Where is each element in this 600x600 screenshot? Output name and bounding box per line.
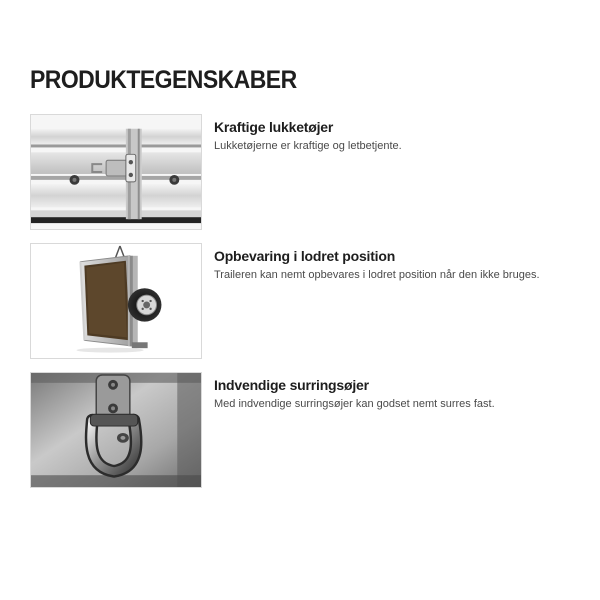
- feature-item-locks: [30, 114, 570, 232]
- lock-latch-image: [30, 114, 202, 230]
- feature-description: Med indvendige surringsøjer kan godset nemt surres fast.: [214, 398, 495, 410]
- feature-title: Opbevaring i lodret position: [214, 248, 396, 264]
- feature-item-vertical-storage: [30, 243, 570, 361]
- feature-item-lashing-eyes: [30, 372, 570, 490]
- feature-title: Indvendige surringsøjer: [214, 377, 369, 393]
- feature-description: Traileren kan nemt opbevares i lodret position når den ikke bruges.: [214, 269, 540, 281]
- feature-description: Lukketøjerne er kraftige og letbetjente.: [214, 140, 402, 152]
- vertical-storage-image: [30, 243, 202, 359]
- lashing-eye-image: [30, 372, 202, 488]
- feature-title: Kraftige lukketøjer: [214, 119, 334, 135]
- page-title: PRODUKTEGENSKABER: [30, 66, 297, 94]
